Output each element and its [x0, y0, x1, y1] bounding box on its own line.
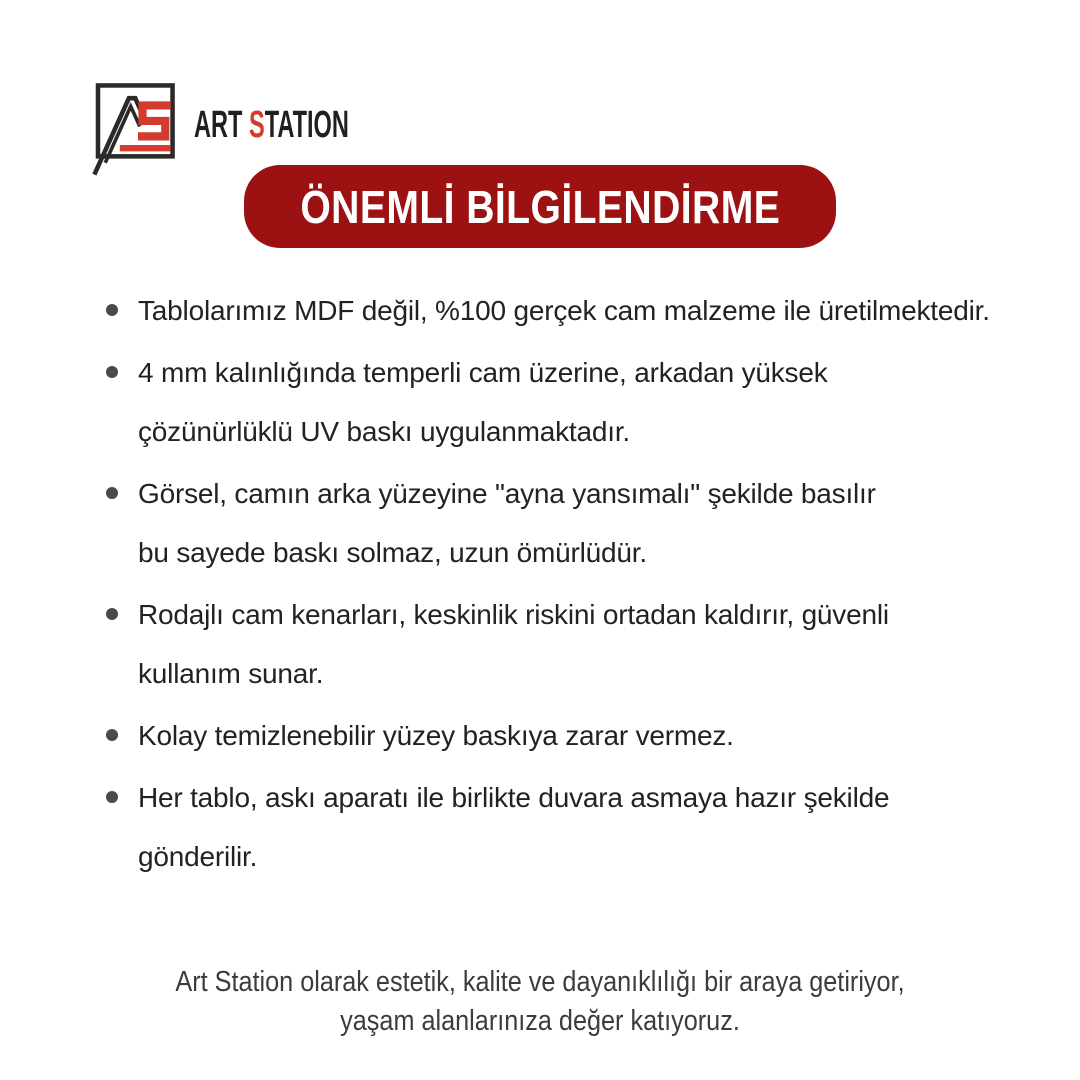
footer-line: Art Station olarak estetik, kalite ve dayanıklılığı bir araya getiriyor, [175, 966, 905, 998]
bullet-text: çözünürlüklü UV baskı uygulanmaktadır. [138, 416, 630, 447]
bullet-dot [106, 791, 118, 803]
bullet-text: 4 mm kalınlığında temperli cam üzerine, arkadan yüksek [138, 357, 828, 388]
bullet-dot [106, 366, 118, 378]
important-info-banner [244, 165, 836, 248]
brand-word-part2: TATION [264, 103, 349, 146]
bullet-text: Her tablo, askı aparatı ile birlikte duvara asmaya hazır şekilde [138, 782, 890, 813]
list-item [104, 464, 1020, 582]
bullet-text: Rodajlı cam kenarları, keskinlik riskini ortadan kaldırır, güvenli [138, 599, 889, 630]
bullet-dot [106, 608, 118, 620]
footer-tagline [70, 963, 1010, 1041]
bullet-text: kullanım sunar. [138, 658, 324, 689]
bullet-text: bu sayede baskı solmaz, uzun ömürlüdür. [138, 537, 647, 568]
as-monogram-logo-icon [92, 80, 184, 180]
bullet-dot [106, 487, 118, 499]
bullet-dot [106, 304, 118, 316]
banner-title: ÖNEMLİ BİLGİLENDİRME [300, 180, 780, 233]
bullet-text: Kolay temizlenebilir yüzey baskıya zarar vermez. [138, 720, 734, 751]
brand-wordmark [194, 104, 349, 147]
footer-line: yaşam alanlarınıza değer katıyoruz. [340, 1005, 740, 1037]
info-list [104, 281, 1020, 889]
brand-word-part1: ART [194, 103, 249, 146]
bullet-text: Tablolarımız MDF değil, %100 gerçek cam malzeme ile üretilmektedir. [138, 295, 990, 326]
list-item [104, 768, 1020, 886]
bullet-text: gönderilir. [138, 841, 258, 872]
list-item [104, 281, 1020, 340]
list-item [104, 343, 1020, 461]
list-item [104, 585, 1020, 703]
bullet-dot [106, 729, 118, 741]
bullet-text: Görsel, camın arka yüzeyine "ayna yansımalı" şekilde basılır [138, 478, 876, 509]
brand-word-accent: S [248, 103, 265, 146]
list-item [104, 706, 1020, 765]
